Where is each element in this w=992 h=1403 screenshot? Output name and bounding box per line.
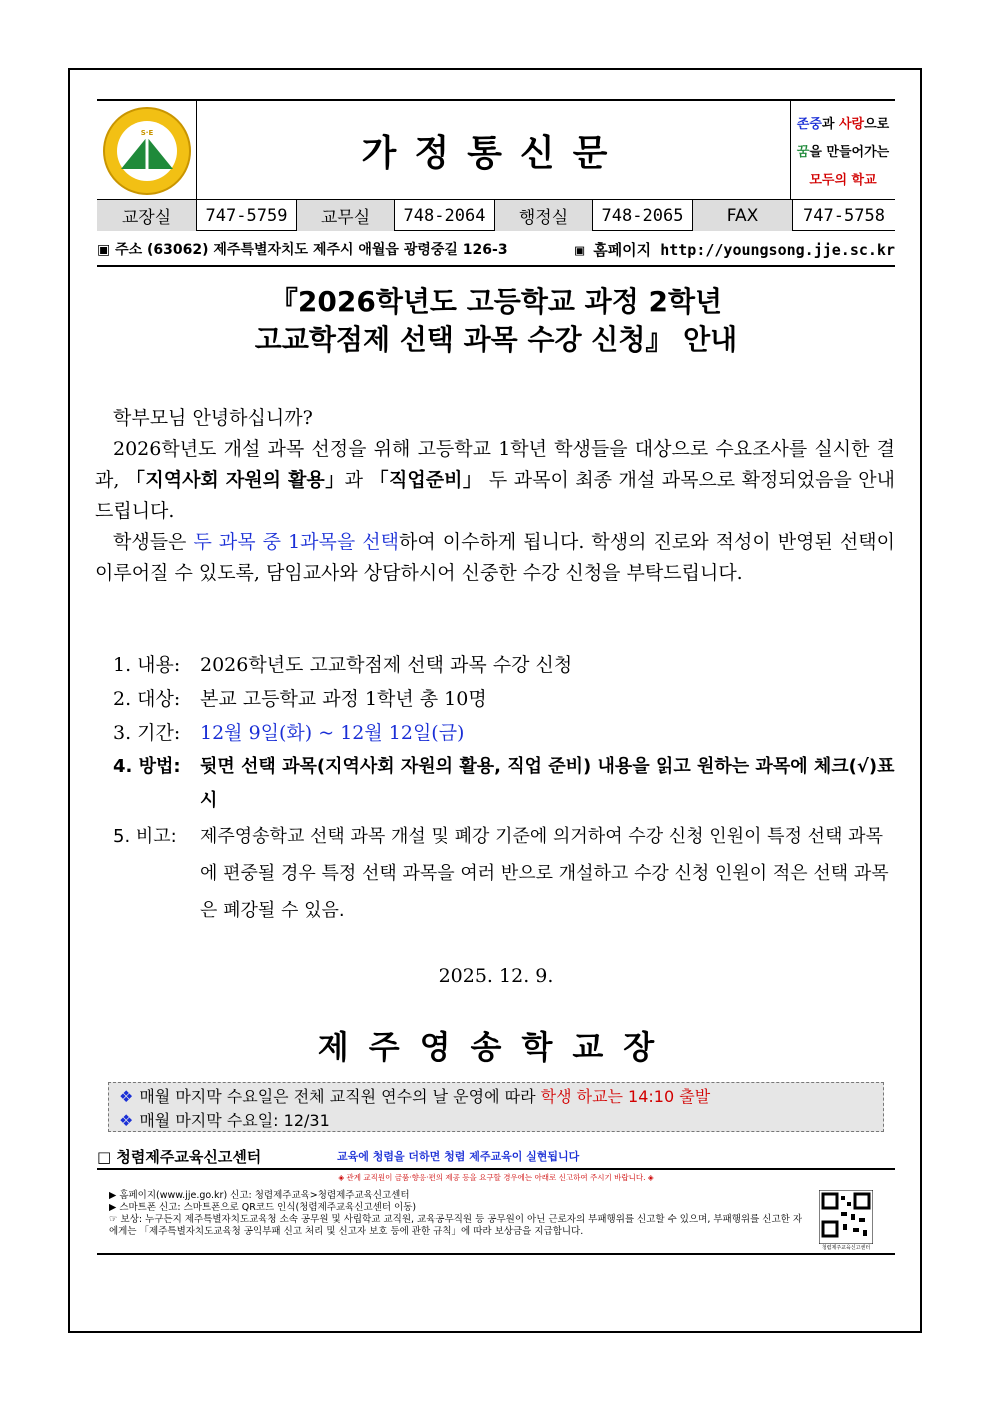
- list-item: 1. 내용: 2026학년도 고교학점제 선택 과목 수강 신청: [113, 654, 573, 676]
- paragraph-2: 학생들은 두 과목 중 1과목을 선택하여 이수하게 됩니다. 학생의 진로와 적성이 반영된 선택이 이루어질 수 있도록, 담임교사와 상담하시어 신중한 수강 신청을 부탁드립니다.: [95, 531, 895, 584]
- list-item: 2. 대상: 본교 고등학교 과정 1학년 총 10명: [113, 688, 487, 710]
- contact-number: 747-5758: [803, 205, 885, 226]
- newsletter-header: [97, 99, 895, 231]
- list-item: 4. 방법: 뒷면 선택 과목(지역사회 자원의 활용, 직업 준비) 내용을 읽고 원하는 과목에 체크(√)표시: [113, 756, 895, 811]
- center-name: □ 청렴제주교육신고센터: [97, 1148, 262, 1166]
- report-methods: ▶ 홈페이지(www.jje.go.kr) 신고: 청렴제주교육>청렴제주교육신고센터 ▶ 스마트폰 신고: 스마트폰으로 QR코드 인식(청렴제주교육신고센터 이동) ☞ 보상: 누구든지 제주특별자치도교육청 소속 공무원 및 사립학교 교직원, 교육공무직원 등 공무원이 아닌 근로자의 부패행위를 신고할 수 있으며, 부패행위를 신고한 자에게는 「제주특별자치도교육청 공익부패 신고 처리 및 신고자 보호 등에 관한 규칙」에 따라 보상금을 지급합니다.: [109, 1190, 803, 1237]
- school-logo: [97, 101, 197, 199]
- list-item: 5. 비고: 제주영송학교 선택 과목 개설 및 폐강 기준에 의거하여 수강 신청 인원이 특정 선택 과목에 편중될 경우 특정 선택 과목을 여러 반으로 개설하고 수강 신청 인원이 적은 선택 과목은 폐강될 수 있음.: [113, 826, 889, 921]
- letter-body: [95, 403, 895, 589]
- center-slogan: 교육에 청렴을 더하면 청렴 제주교육이 실현됩니다: [337, 1150, 580, 1163]
- contact-number: 748-2064: [395, 200, 495, 231]
- school-address: ▣ 주소 (63062) 제주특별자치도 제주시 애월읍 광령중길 126-3: [97, 242, 508, 258]
- newsletter-title: 가정통신문: [197, 101, 791, 199]
- homepage-link[interactable]: ▣ 홈페이지 http://youngsong.jje.sc.kr: [575, 240, 895, 259]
- notice-box: ❖ 매월 마지막 수요일은 전체 교직원 연수의 날 운영에 따라 학생 하교는 14:10 출발 ❖ 매월 마지막 수요일: 12/31: [108, 1082, 884, 1132]
- address-bar: [97, 233, 895, 267]
- paragraph-1: 2026학년도 개설 과목 선정을 위해 고등학교 1학년 학생들을 대상으로 수요조사를 실시한 결과, 「지역사회 자원의 활용」과 「직업준비」 두 과목이 최종 개설 과목으로 확정되었음을 안내드립니다.: [95, 438, 896, 522]
- contact-number: 748-2065: [593, 200, 693, 231]
- school-slogan: 존중과 사랑으로 꿈을 만들어가는 모두의 학교: [796, 117, 890, 188]
- report-notice: ◈ 관계 교직원이 금품·향응·편의 제공 등을 요구할 경우에는 아래로 신고하여 주시기 바랍니다. ◈: [338, 1173, 654, 1182]
- document-title: 『2026학년도 고등학교 과정 2학년 고교학점제 선택 과목 수강 신청』 안내: [254, 285, 738, 356]
- list-item: 3. 기간: 12월 9일(화) ~ 12월 12일(금): [113, 722, 465, 744]
- qr-code[interactable]: 청렴제주교육신고센터: [819, 1190, 873, 1244]
- contact-label: 행정실: [495, 200, 593, 231]
- principal-signature: 제주영송학교장: [317, 1028, 675, 1066]
- contact-label: FAX: [693, 200, 793, 231]
- contact-number: 747-5759: [197, 200, 297, 231]
- details-list: [113, 648, 895, 929]
- issue-date: 2025. 12. 9.: [438, 965, 554, 987]
- greeting: 학부모님 안녕하십니까?: [113, 407, 313, 429]
- integrity-center: [97, 1144, 895, 1255]
- contact-label: 교장실: [97, 200, 197, 231]
- contact-row: [97, 199, 895, 231]
- contact-label: 교무실: [297, 200, 395, 231]
- svg-text:S·E: S·E: [140, 129, 154, 137]
